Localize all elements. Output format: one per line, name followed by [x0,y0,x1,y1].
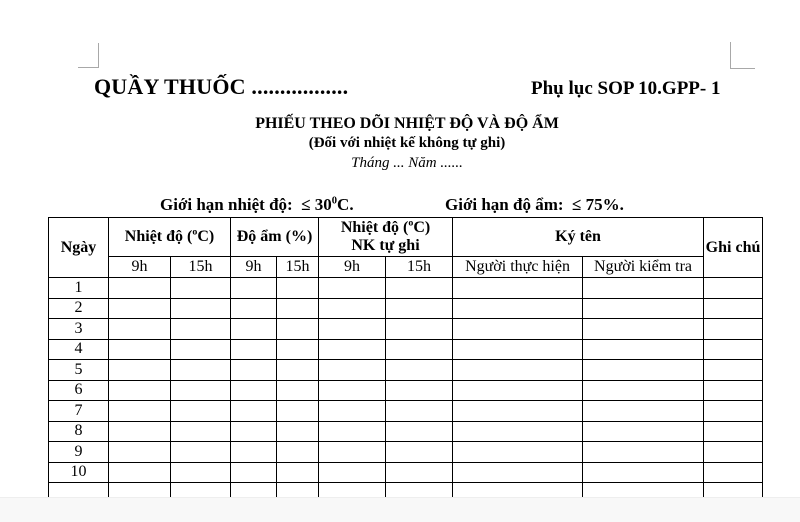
entry-cell [171,298,231,319]
entry-cell [109,278,171,299]
table-row [49,401,763,422]
entry-cell [231,442,277,463]
temperature-group-superscript: o [192,226,198,238]
day-number-cell: 8 [49,421,109,442]
entry-cell [319,483,386,499]
entry-cell [386,421,453,442]
entry-cell [386,339,453,360]
header-notes: Ghi chú [704,218,763,278]
entry-cell [704,380,763,401]
entry-cell [171,483,231,499]
nk-temperature-superscript: o [408,217,414,229]
entry-cell [319,421,386,442]
table-row-clipped [49,483,763,499]
entry-cell [704,421,763,442]
entry-cell [231,401,277,422]
entry-cell [231,360,277,381]
entry-cell [319,360,386,381]
entry-cell [583,319,704,340]
entry-cell [231,339,277,360]
entry-cell [704,462,763,483]
table-row [49,339,763,360]
entry-cell [704,401,763,422]
entry-cell [386,401,453,422]
entry-cell [231,319,277,340]
form-subtitle: (Đối với nhiệt kế không tự ghi) [308,135,506,151]
entry-cell [109,339,171,360]
entry-cell [319,380,386,401]
entry-cell [386,462,453,483]
month-year-line: Tháng ... Năm ...... [351,155,463,171]
header-day: Ngày [49,218,109,278]
entry-cell [704,298,763,319]
entry-cell [453,483,583,499]
page-edge-background [0,497,800,522]
entry-cell [109,421,171,442]
header-nk-9h: 9h [319,257,386,278]
entry-cell [319,442,386,463]
entry-cell [231,278,277,299]
entry-cell [109,401,171,422]
entry-cell [453,380,583,401]
entry-cell [231,421,277,442]
day-number-cell: 9 [49,442,109,463]
entry-cell [583,339,704,360]
tracking-table [48,217,763,498]
temperature-limit [160,195,354,215]
entry-cell [277,442,319,463]
page-margin-mark-top-right [730,42,755,69]
entry-cell [704,278,763,299]
entry-cell [386,360,453,381]
humidity-limit: Giới hạn độ ẩm: ≤ 75%. [445,195,624,214]
entry-cell [109,380,171,401]
entry-cell [171,278,231,299]
table-row [49,360,763,381]
entry-cell [231,483,277,499]
header-temp-15h: 15h [171,257,231,278]
entry-cell [583,401,704,422]
table-row [49,278,763,299]
nk-temperature-unit: C) [413,219,431,236]
header-humidity-9h: 9h [231,257,277,278]
header-temp-9h: 9h [109,257,171,278]
entry-cell [583,462,704,483]
entry-cell [277,360,319,381]
entry-cell [109,360,171,381]
temperature-group-unit: C) [197,228,215,245]
entry-cell [171,380,231,401]
entry-cell [109,483,171,499]
entry-cell [453,442,583,463]
pharmacy-counter-label: QUẦY THUỐC ................. [94,74,349,99]
entry-cell [109,319,171,340]
entry-cell [583,483,704,499]
entry-cell [704,483,763,499]
nk-temperature-label: Nhiệt độ ( [340,219,409,236]
entry-cell [583,360,704,381]
entry-cell [453,339,583,360]
temperature-limit-superscript: 0 [331,195,338,207]
appendix-reference: Phụ lục SOP 10.GPP- 1 [531,78,721,99]
entry-cell [319,401,386,422]
entry-cell [319,339,386,360]
entry-cell [583,278,704,299]
entry-cell [171,401,231,422]
entry-cell [704,319,763,340]
header-humidity-15h: 15h [277,257,319,278]
entry-cell [277,462,319,483]
entry-cell [231,462,277,483]
header-humidity-group: Độ ẩm (%) [231,218,319,257]
page-margin-mark-top-left [78,43,99,68]
entry-cell [453,278,583,299]
nk-group-line1 [319,219,452,237]
entry-cell [704,339,763,360]
entry-cell [171,421,231,442]
entry-cell [277,380,319,401]
header-temperature-group [109,218,231,257]
title-block [7,114,800,174]
entry-cell [453,319,583,340]
day-number-cell: 10 [49,462,109,483]
entry-cell [171,442,231,463]
entry-cell [583,442,704,463]
entry-cell [109,462,171,483]
entry-cell [109,442,171,463]
entry-cell [277,483,319,499]
entry-cell [453,401,583,422]
entry-cell [386,298,453,319]
entry-cell [386,442,453,463]
entry-cell [277,421,319,442]
entry-cell [171,339,231,360]
entry-cell [386,483,453,499]
entry-cell [386,380,453,401]
day-number-cell: 1 [49,278,109,299]
entry-cell [453,462,583,483]
table-row [49,462,763,483]
entry-cell [583,298,704,319]
entry-cell [277,319,319,340]
header-checker: Người kiểm tra [583,257,704,278]
entry-cell [319,278,386,299]
entry-cell [319,462,386,483]
table-row [49,319,763,340]
header-performer: Người thực hiện [453,257,583,278]
table-row [49,442,763,463]
entry-cell [171,462,231,483]
entry-cell [171,360,231,381]
entry-cell [386,319,453,340]
entry-cell [277,278,319,299]
temperature-group-label: Nhiệt độ ( [124,228,193,245]
entry-cell [704,360,763,381]
entry-cell [277,339,319,360]
temperature-limit-unit: C. [337,195,354,214]
entry-cell [704,442,763,463]
entry-cell [453,360,583,381]
form-title: PHIẾU THEO DÕI NHIỆT ĐỘ VÀ ĐỘ ẨM [255,115,559,132]
entry-cell [319,298,386,319]
entry-cell [453,298,583,319]
entry-cell [277,401,319,422]
entry-cell [319,319,386,340]
header-row-groups [49,218,763,257]
entry-cell [231,298,277,319]
day-number-cell: 5 [49,360,109,381]
day-number-cell: 6 [49,380,109,401]
header-row-times [49,257,763,278]
entry-cell [109,298,171,319]
table-row [49,421,763,442]
day-number-cell: 7 [49,401,109,422]
day-number-cell: 2 [49,298,109,319]
tracking-table-container [48,217,765,498]
header-sign-group: Ký tên [453,218,704,257]
header-nk-temperature-group [319,218,453,257]
day-number-cell: 4 [49,339,109,360]
entry-cell [583,380,704,401]
entry-cell [583,421,704,442]
table-row [49,298,763,319]
temperature-limit-text: Giới hạn nhiệt độ: ≤ 30 [160,195,332,214]
entry-cell [277,298,319,319]
entry-cell [231,380,277,401]
entry-cell [453,421,583,442]
entry-cell [386,278,453,299]
table-row [49,380,763,401]
day-number-cell [49,483,109,499]
header-nk-15h: 15h [386,257,453,278]
nk-group-line2: NK tự ghi [351,237,420,254]
day-number-cell: 3 [49,319,109,340]
entry-cell [171,319,231,340]
